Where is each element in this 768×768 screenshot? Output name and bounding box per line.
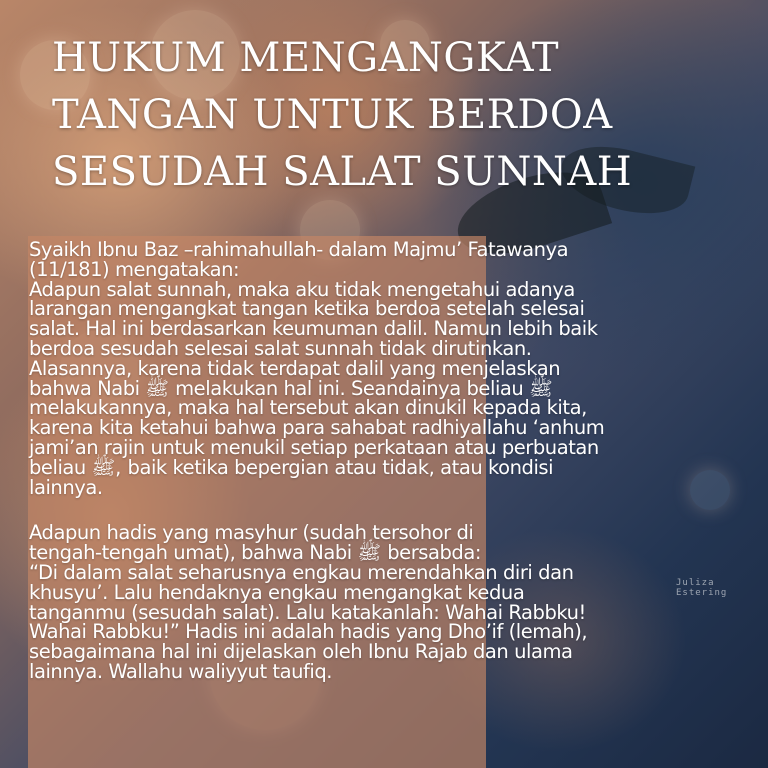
text-line: Wahai Rabbku!” Hadis ini adalah hadis yang Dho’if (lemah),: [29, 620, 588, 644]
text-line: melakukannya, maka hal tersebut akan dinukil kepada kita,: [29, 396, 587, 420]
text-line: karena kita ketahui bahwa para sahabat radhiyallahu ‘anhum: [29, 416, 605, 440]
text-line: Alasannya, karena tidak terdapat dalil yang menjelaskan: [29, 356, 561, 380]
text-line: bahwa Nabi ﷺ melakukan hal ini. Seandainya beliau ﷺ: [29, 376, 553, 400]
text-line: khusyu’. Lalu hendaknya engkau mengangkat kedua: [29, 580, 525, 604]
title-line: TANGAN UNTUK BERDOA: [52, 92, 613, 138]
text-line: lainnya.: [29, 475, 103, 499]
text-line: lainnya. Wallahu waliyyut taufiq.: [29, 659, 333, 683]
page-title: [52, 30, 752, 201]
text-line: tanganmu (sesudah salat). Lalu katakanlah: Wahai Rabbku!: [29, 600, 586, 624]
photo-credit: Juliza Estering: [676, 578, 728, 598]
text-line: sebagaimana hal ini dijelaskan oleh Ibnu Rajab dan ulama: [29, 640, 573, 664]
paragraph-gap: [29, 497, 764, 523]
text-line: beliau ﷺ, baik ketika bepergian atau tidak, atau kondisi: [29, 455, 554, 479]
text-line: Adapun salat sunnah, maka aku tidak mengetahui adanya: [29, 277, 575, 301]
text-line: jami’an rajin untuk menukil setiap perkataan atau perbuatan: [29, 435, 599, 459]
text-line: “Di dalam salat seharusnya engkau merendahkan diri dan: [29, 560, 574, 584]
text-line: tengah-tengah umat), bahwa Nabi ﷺ bersabda:: [29, 541, 481, 565]
title-line: HUKUM MENGANGKAT: [52, 35, 560, 81]
text-line: Adapun hadis yang masyhur (sudah tersohor di: [29, 521, 474, 545]
article-body: [29, 240, 764, 682]
text-line: Syaikh Ibnu Baz –rahimahullah- dalam Majmu’ Fatawanya: [29, 238, 569, 261]
text-line: berdoa sesudah selesai salat sunnah tidak dirutinkan.: [29, 336, 532, 360]
text-line: salat. Hal ini berdasarkan keumuman dalil. Namun lebih baik: [29, 317, 598, 341]
text-line: (11/181) mengatakan:: [29, 257, 240, 281]
title-line: SESUDAH SALAT SUNNAH: [52, 149, 633, 195]
text-line: larangan mengangkat tangan ketika berdoa setelah selesai: [29, 297, 585, 321]
